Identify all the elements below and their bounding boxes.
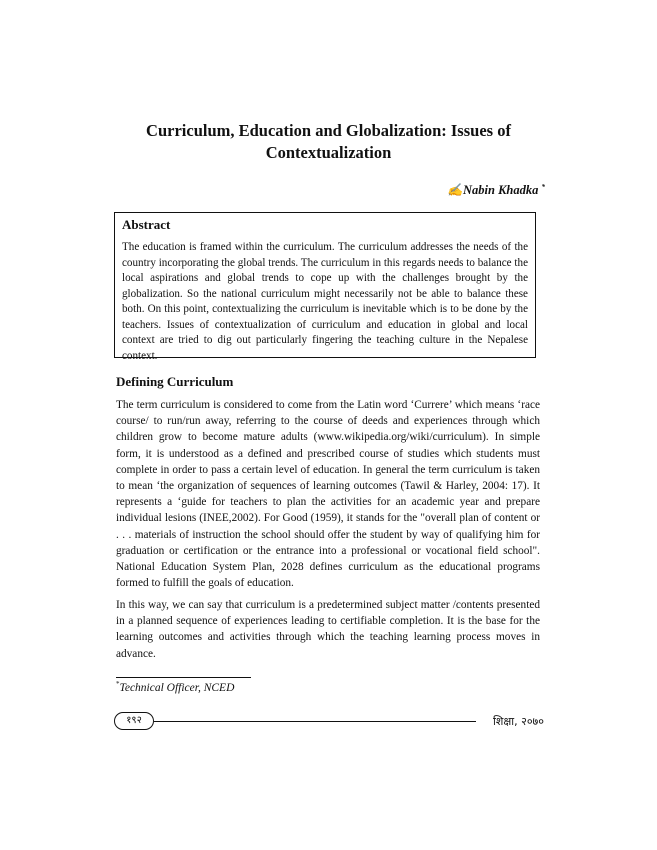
journal-name: शिक्षा, २०७० xyxy=(493,715,544,728)
pen-icon: ✍ xyxy=(447,183,463,198)
footer-rule xyxy=(154,721,476,722)
abstract-heading: Abstract xyxy=(122,217,171,232)
author-name: Nabin Khadka xyxy=(463,183,539,198)
body-paragraph: In this way, we can say that curriculum is a predetermined subject matter /contents presented in a planned sequence of experiences leading to certifiable completion. It is the base for the learning outcomes and activities through which the teaching learning process moves in advance. xyxy=(116,599,540,660)
paper-title: Curriculum, Education and Globalization: Issues of Contextualization xyxy=(146,121,511,162)
footnote-marker: * xyxy=(116,680,120,688)
section-heading: Defining Curriculum xyxy=(116,374,234,389)
abstract-box xyxy=(114,212,536,362)
footnote-divider xyxy=(116,677,251,678)
page-footer xyxy=(114,712,544,732)
footnote xyxy=(116,680,234,694)
body-paragraph: The term curriculum is considered to come from the Latin word ‘Currere’ which means ‘race course/ to run/run away, referring to the course of deeds and experiences through which children grow to become mature adults (www.wikipedia.org/wiki/curriculum). In simple form, it is understood as a defined and prescribed course of studies which students must complete in order to pass a certain level of education. In general the term curriculum is taken to mean ‘the organization of sequences of learning outcomes (Tawil & Harley, 2004: 17). It represents a ‘guide for teachers to plan the activities for an academic year and prepare individual lesions (INEE,2002). For Good (1959), it stands for the "overall plan of content or . . . materials of instruction the school should offer the student by way of qualifying him for graduation or certification or the entrance into a professional or vocational field school". National Education System Plan, 2028 defines curriculum as the educational programs formed to fulfill the goals of education. xyxy=(116,399,540,590)
page-number: १९२ xyxy=(114,712,154,730)
footnote-text: Technical Officer, NCED xyxy=(119,681,235,694)
author-note-marker: * xyxy=(541,183,545,191)
author-line xyxy=(447,183,545,198)
abstract-text: The education is framed within the curriculum. The curriculum addresses the needs of the country incorporating the global trends. The curriculum in this regards needs to balance the local aspirations and global trends to cope up with the challenges brought by the globalization. So the national curriculum might necessarily not be able to balance these both. On this point, contextualizing the curriculum is inevitable which is to be done by the teachers. Issues of contextualization of curriculum and education in global and local context are tried to dig out particularly fingering the teaching culture in the Nepalese context. xyxy=(122,241,528,362)
